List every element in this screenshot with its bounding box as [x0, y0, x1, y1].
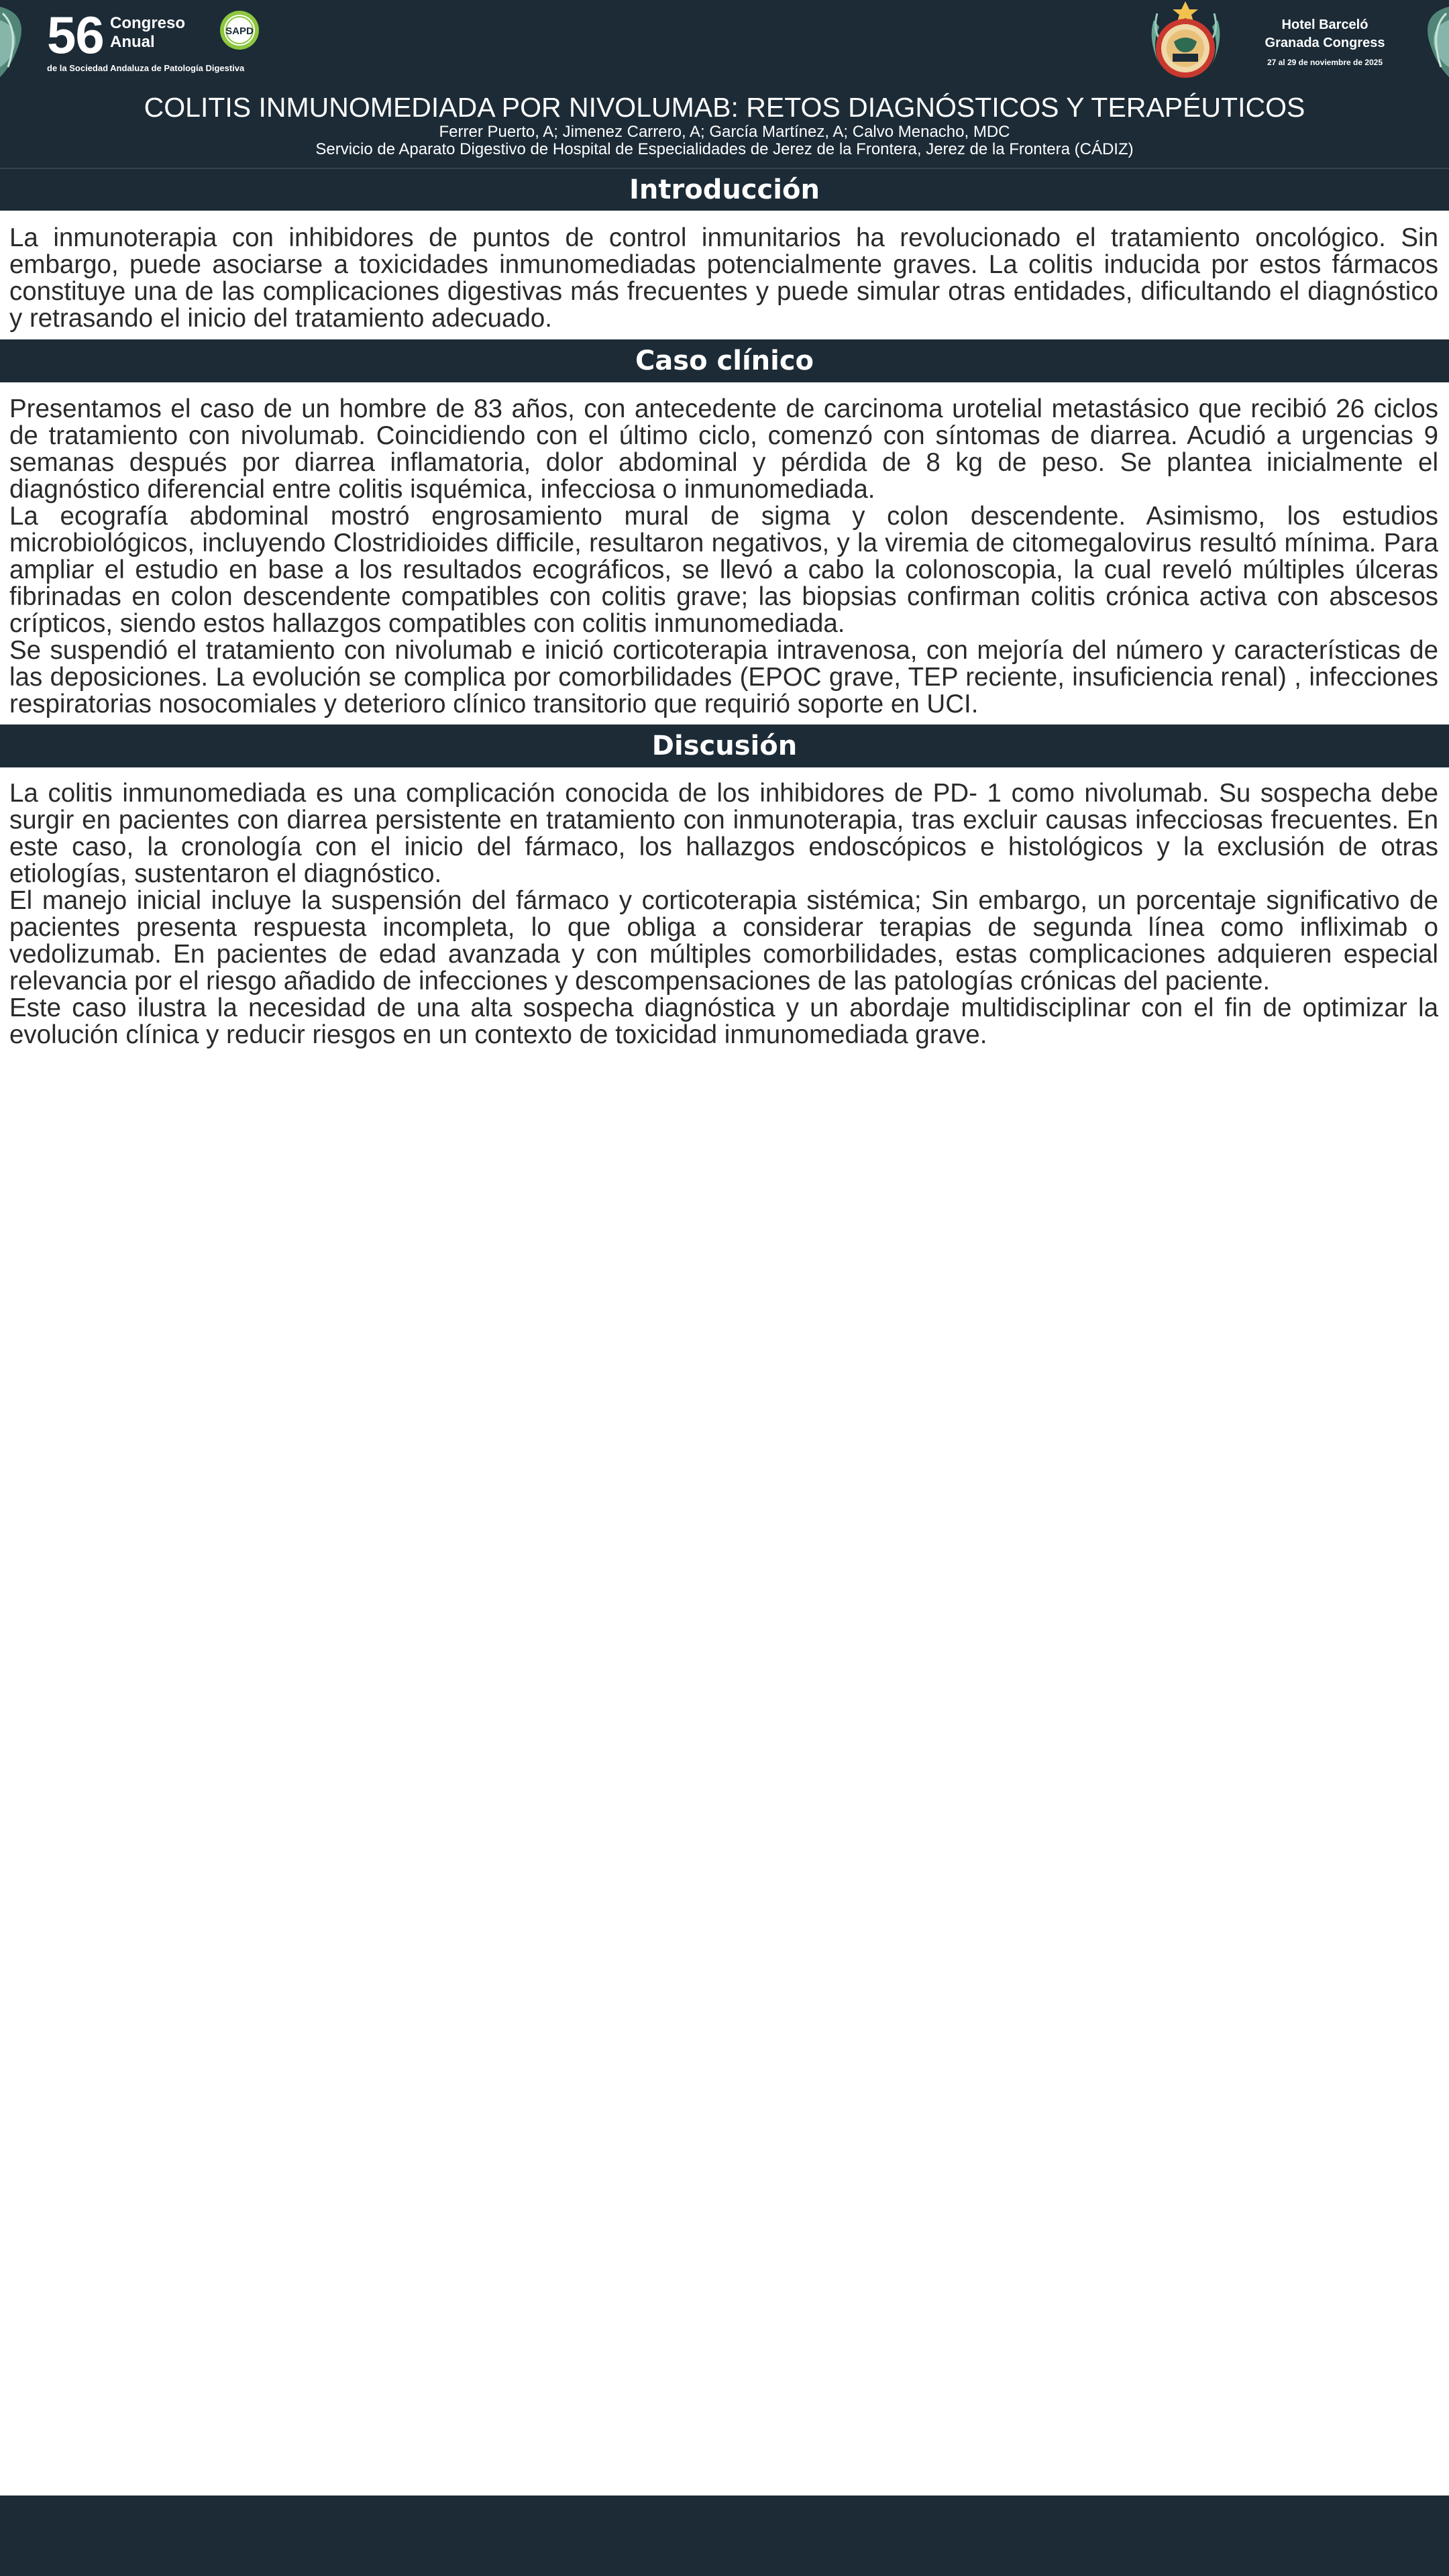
section-body-introduccion — [9, 225, 1438, 332]
affiliation: Servicio de Aparato Digestivo de Hospital de Especialidades de Jerez de la Frontera, Jerez de la Frontera (CÁDIZ) — [315, 140, 1134, 158]
paragraph: Presentamos el caso de un hombre de 83 años, con antecedente de carcinoma urotelial metastásico que recibió 26 ciclos de tratamiento con nivolumab. Coincidiendo con el último ciclo, comenzó con síntomas de diarrea. Acudió a urgencias 9 semanas después por diarrea inflamatoria, dolor abdominal y pérdida de 8 kg de peso. Se plantea inicialmente el diagnóstico diferencial entre colitis isquémica, infecciosa o inmunomediada. — [9, 394, 1438, 504]
svg-text:SAPD: SAPD — [225, 25, 254, 37]
granada-emblem-logo — [1140, 0, 1231, 82]
venue-dates: 27 al 29 de noviembre de 2025 — [1267, 58, 1383, 67]
paragraph: La ecografía abdominal mostró engrosamiento mural de sigma y colon descendente. Asimismo, los estudios microbiológicos, incluyendo Clostridioides difficile, resultaron negativos, y la viremia de citomegalovirus resultó mínima. Para ampliar el estudio en base a los resultados ecográficos, se llevó a cabo la colonoscopia, la cual reveló múltiples úlceras fibrinadas en colon descendente compatibles con colitis grave; las biopsias confirman colitis crónica activa con abscesos crípticos, siendo estos hallazgos compatibles con colitis inmunomediada. — [9, 502, 1438, 638]
paragraph: El manejo inicial incluye la suspensión del fármaco y corticoterapia sistémica; Sin embargo, un porcentaje significativo de pacientes presenta respuesta incompleta, lo que obliga a considerar terapias de segunda línea como infliximab o vedolizumab. En pacientes de edad avanzada y con múltiples comorbilidades, estas complicaciones adquieren especial relevancia por el riesgo añadido de infecciones y descompensaciones de las patologías crónicas del paciente. — [9, 886, 1438, 996]
section-body-discusion — [9, 780, 1438, 1049]
congress-word-anual: Anual — [110, 33, 155, 51]
section-body-caso-clinico — [9, 396, 1438, 718]
congress-subtitle: de la Sociedad Andaluza de Patología Digestiva — [47, 63, 245, 73]
congress-word-congreso: Congreso — [110, 14, 186, 32]
leaf-decoration-icon — [0, 0, 40, 80]
congress-number: 56 — [47, 5, 104, 64]
authors: Ferrer Puerto, A; Jimenez Carrero, A; García Martínez, A; Calvo Menacho, MDC — [439, 123, 1010, 141]
sapd-logo — [219, 9, 260, 51]
title-block — [0, 91, 1449, 158]
paragraph: La inmunoterapia con inhibidores de puntos de control inmunitarios ha revolucionado el tratamiento oncológico. Sin embargo, puede asociarse a toxicidades inmunomediadas potencialmente graves. La colitis inducida por estos fármacos constituye una de las complicaciones digestivas más frecuentes y puede simular otras entidades, dificultando el diagnóstico y retrasando el inicio del tratamiento adecuado. — [9, 223, 1438, 333]
venue-hotel: Hotel Barceló — [1281, 17, 1368, 32]
venue-block — [1251, 16, 1399, 67]
section-heading-discusion: Discusión — [0, 724, 1449, 767]
poster-header — [0, 0, 1449, 169]
paragraph: La colitis inmunomediada es una complicación conocida de los inhibidores de PD- 1 como nivolumab. Su sospecha debe surgir en pacientes con diarrea persistente en tratamiento con inmunoterapia, tras excluir causas infecciosas frecuentes. En este caso, la cronología con el inicio del fármaco, los hallazgos endoscópicos e histológicos y la exclusión de otras etiologías, sustentaron el diagnóstico. — [9, 779, 1438, 888]
paragraph: Este caso ilustra la necesidad de una alta sospecha diagnóstica y un abordaje multidisciplinar con el fin de optimizar la evolución clínica y reducir riesgos en un contexto de toxicidad inmunomediada grave. — [9, 994, 1438, 1049]
poster-footer — [0, 2496, 1449, 2576]
leaf-decoration-icon — [1409, 0, 1449, 80]
section-heading-introduccion: Introducción — [0, 169, 1449, 211]
poster-title: COLITIS INMUNOMEDIADA POR NIVOLUMAB: RETOS DIAGNÓSTICOS Y TERAPÉUTICOS — [144, 92, 1305, 123]
paragraph: Se suspendió el tratamiento con nivolumab e inició corticoterapia intravenosa, con mejoría del número y características de las deposiciones. La evolución se complica por comorbilidades (EPOC grave, TEP reciente, insuficiencia renal) , infecciones respiratorias nosocomiales y deterioro clínico transitorio que requirió soporte en UCI. — [9, 636, 1438, 718]
venue-congress: Granada Congress — [1265, 36, 1385, 50]
section-heading-caso-clinico: Caso clínico — [0, 339, 1449, 382]
